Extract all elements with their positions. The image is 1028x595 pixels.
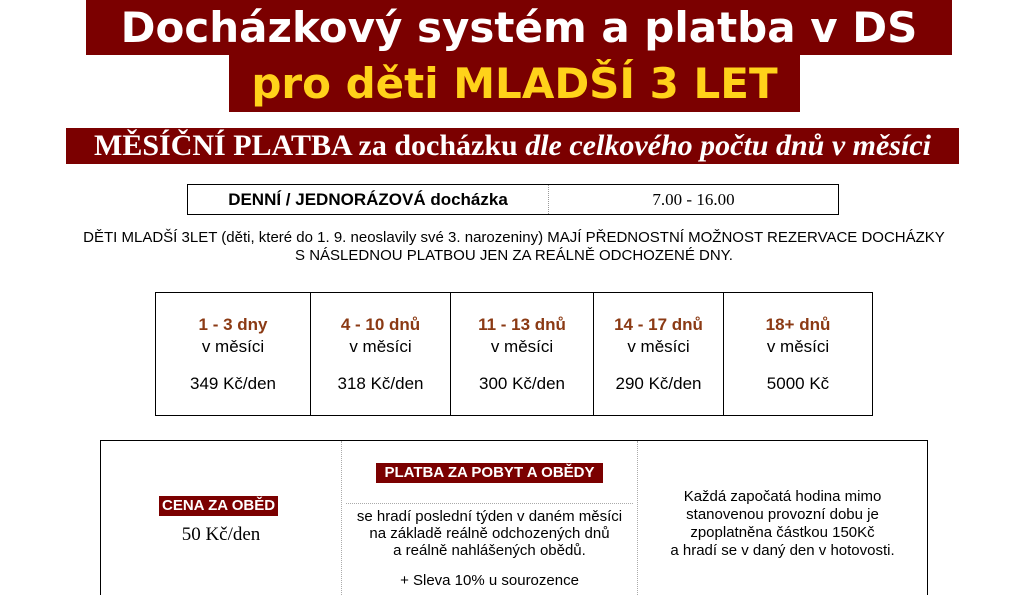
price-value: 5000 Kč bbox=[766, 374, 830, 393]
page-subtitle-age: pro děti MLADŠÍ 3 LET bbox=[251, 59, 778, 108]
title-line-1-banner bbox=[86, 0, 952, 55]
price-value: 290 Kč/den bbox=[615, 374, 702, 393]
price-cell bbox=[156, 293, 311, 415]
price-cell bbox=[451, 293, 594, 415]
extra-hours-column bbox=[638, 441, 927, 595]
monthly-payment-bold: MĚSÍČNÍ PLATBA bbox=[94, 129, 352, 162]
sibling-discount: + Sleva 10% u sourozence bbox=[400, 572, 579, 589]
price-table bbox=[155, 292, 873, 416]
price-range: 4 - 10 dnů bbox=[340, 315, 421, 334]
price-period: v měsíci bbox=[349, 337, 412, 356]
lunch-price: 50 Kč/den bbox=[181, 524, 261, 545]
daily-attendance-hours: 7.00 - 16.00 bbox=[652, 190, 735, 209]
lunch-column bbox=[101, 441, 342, 595]
price-cell bbox=[724, 293, 872, 415]
price-period: v měsíci bbox=[201, 337, 265, 356]
lunch-label: CENA ZA OBĚD bbox=[159, 496, 278, 516]
price-cell bbox=[594, 293, 724, 415]
extra-hours-text bbox=[638, 488, 927, 560]
extra-line-3: zpoplatněna částkou 150Kč bbox=[690, 524, 875, 541]
monthly-payment-italic: dle celkového počtu dnů v měsíci bbox=[525, 129, 931, 162]
price-value: 300 Kč/den bbox=[478, 374, 565, 393]
title-line-2-banner bbox=[229, 55, 800, 112]
extra-line-2: stanovenou provozní dobu je bbox=[686, 506, 879, 523]
price-range: 18+ dnů bbox=[765, 315, 831, 334]
payment-info-box bbox=[100, 440, 928, 595]
price-range: 1 - 3 dny bbox=[198, 315, 268, 334]
price-cell bbox=[311, 293, 451, 415]
payment-label: PLATBA ZA POBYT A OBĚDY bbox=[376, 463, 603, 483]
payment-description bbox=[342, 508, 637, 559]
price-value: 318 Kč/den bbox=[337, 374, 424, 393]
extra-line-1: Každá započatá hodina mimo bbox=[683, 488, 882, 505]
payment-line-3: a reálně nahlášených obědů. bbox=[393, 542, 586, 559]
price-period: v měsíci bbox=[766, 337, 830, 356]
page-title: Docházkový systém a platba v DS bbox=[120, 3, 918, 52]
notice-line-1: DĚTI MLADŠÍ 3LET (děti, které do 1. 9. neoslavily své 3. narozeniny) MAJÍ PŘEDNOSTNÍ MOŽNOST REZERVACE DOCHÁZKY bbox=[83, 229, 945, 246]
monthly-payment-middle: za docházku bbox=[351, 129, 526, 162]
price-range: 14 - 17 dnů bbox=[614, 315, 703, 334]
payment-column bbox=[342, 441, 638, 595]
payment-line-2: na základě reálně odchozených dnů bbox=[369, 525, 610, 542]
payment-divider bbox=[346, 503, 633, 504]
price-value: 349 Kč/den bbox=[189, 374, 276, 393]
payment-line-1: se hradí poslední týden v daném měsíci bbox=[356, 508, 623, 525]
price-range: 11 - 13 dnů bbox=[478, 315, 566, 334]
daily-attendance-row bbox=[187, 184, 839, 215]
monthly-payment-heading bbox=[66, 128, 959, 164]
daily-attendance-label: DENNÍ / JEDNORÁZOVÁ docházka bbox=[188, 185, 549, 214]
extra-line-4: a hradí se v daný den v hotovosti. bbox=[670, 542, 895, 559]
notice-line-2: S NÁSLEDNOU PLATBOU JEN ZA REÁLNĚ ODCHOZENÉ DNY. bbox=[295, 247, 733, 264]
price-period: v měsíci bbox=[627, 337, 690, 356]
priority-notice bbox=[40, 229, 988, 265]
price-period: v měsíci bbox=[490, 337, 554, 356]
